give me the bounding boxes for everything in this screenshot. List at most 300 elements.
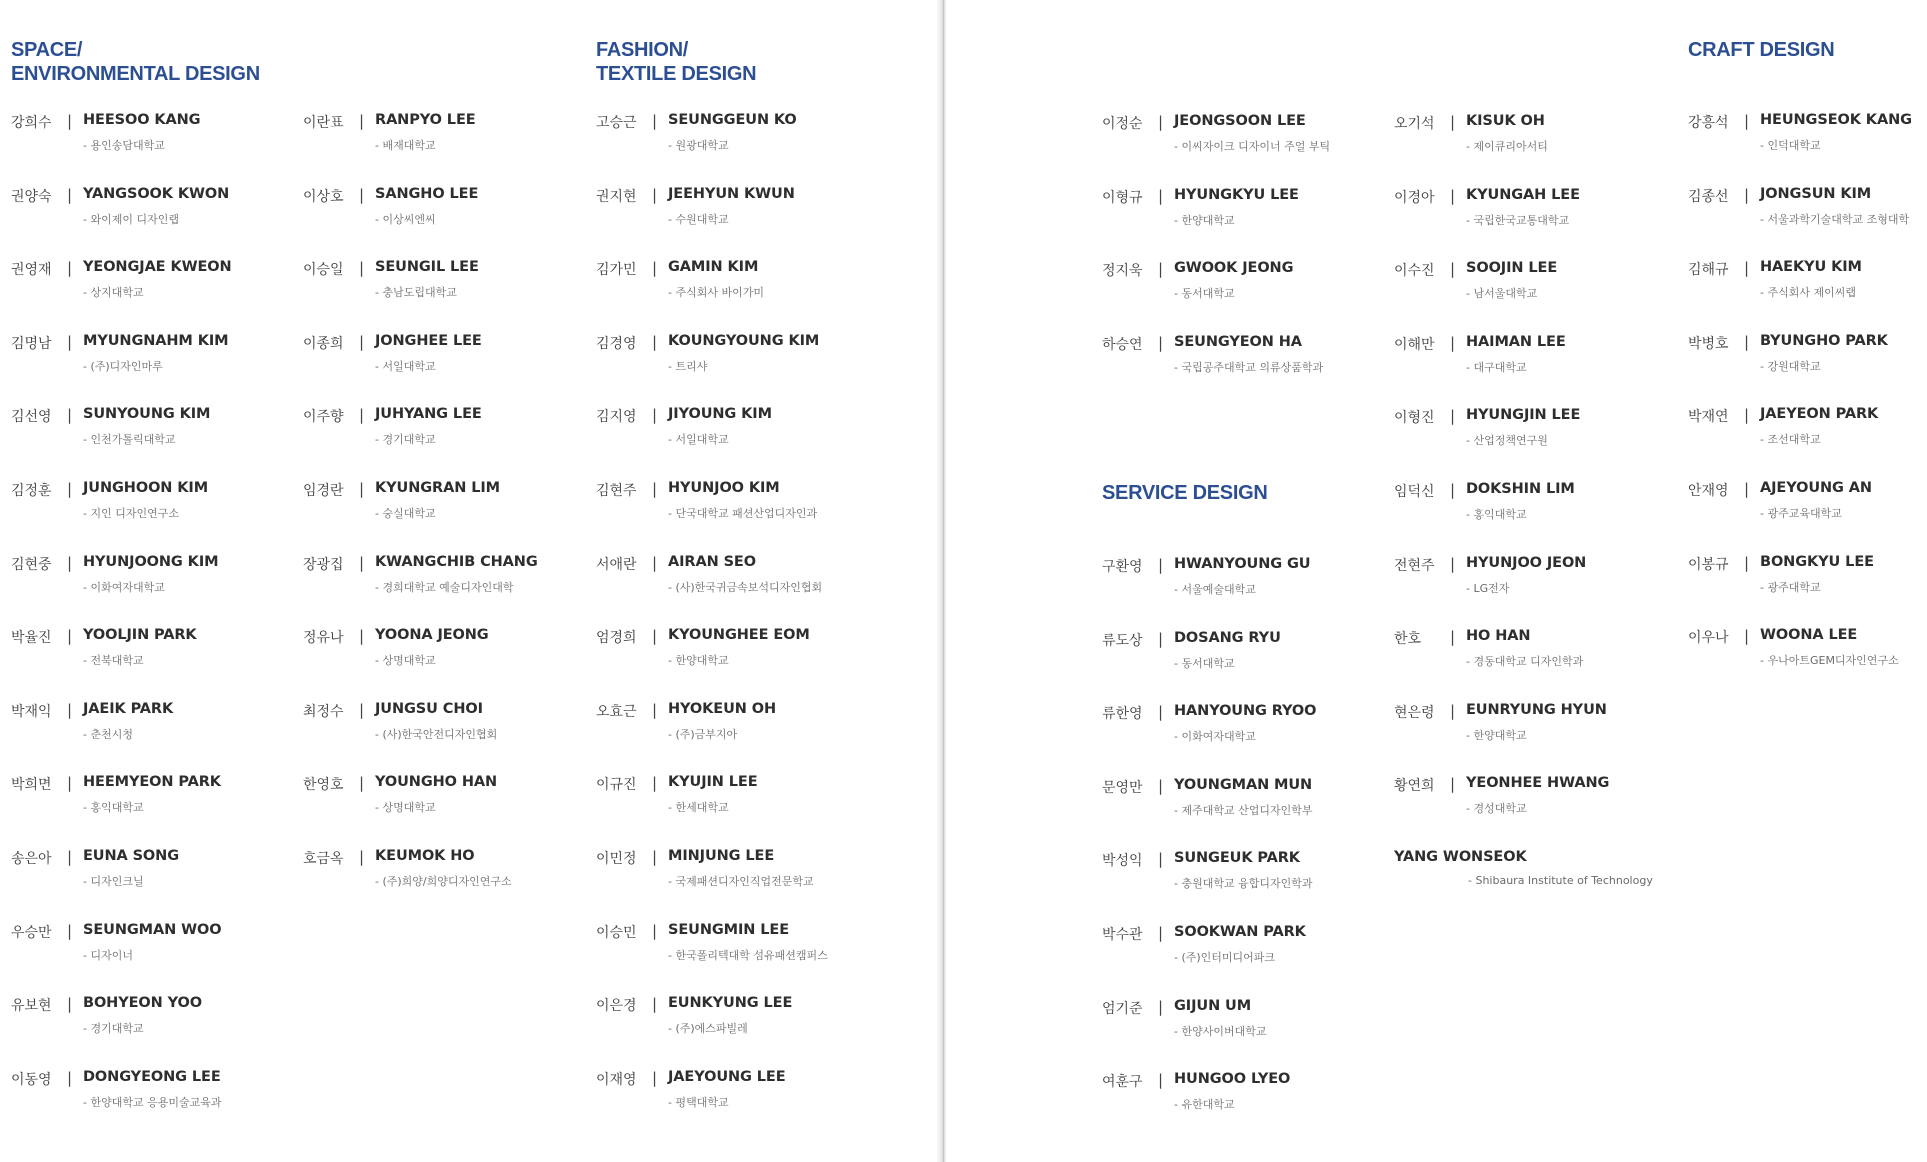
korean-name: 김경영 [596,335,637,352]
korean-name: 여훈구 [1102,1074,1143,1091]
name-entry [1394,113,1684,157]
separator-bar: | [652,480,658,498]
separator-bar: | [652,700,658,719]
korean-name: 이동영 [11,1071,52,1088]
name-entry [1688,554,1927,598]
affiliation: - 홍익대학교 [1466,508,1527,521]
english-name: JAEYEON PARK [1760,406,1879,423]
korean-name: 이재영 [596,1071,637,1088]
english-name: HAEKYU KIM [1760,259,1862,276]
name-entry [11,774,301,818]
english-name: KYUNGRAN LIM [375,480,500,496]
fashion-textile-design-heading: FASHION/ TEXTILE DESIGN [596,39,757,85]
name-entry [596,112,886,156]
korean-name: 황연희 [1394,778,1435,795]
affiliation: - 용인송담대학교 [83,139,165,152]
affiliation: - 상명대학교 [375,654,436,668]
affiliation: - 남서울대학교 [1466,287,1538,301]
affiliation: - 수원대학교 [668,212,729,226]
name-entry [1688,259,1927,303]
affiliation: - 대구대학교 [1466,360,1527,374]
affiliation: - 상명대학교 [375,801,436,815]
affiliation: - 디자이너 [83,948,133,962]
affiliation: - 단국대학교 패션산업디자인과 [668,507,818,520]
separator-bar: | [359,627,365,646]
korean-name: 권영재 [11,262,52,279]
korean-name: 이승민 [596,924,637,941]
name-entry [303,848,593,892]
separator-bar: | [652,848,658,866]
affiliation: - (사)한국안전디자인협회 [375,727,498,741]
affiliation: - 국제패션디자인직업전문학교 [668,875,814,888]
name-entry [1102,113,1392,157]
english-name: KISUK OH [1466,113,1545,129]
separator-bar: | [359,553,365,572]
korean-name: 안재영 [1688,483,1729,499]
english-name: GWOOK JEONG [1174,260,1294,277]
separator-bar: | [1744,406,1750,425]
separator-bar: | [359,700,365,719]
affiliation: - 한양대학교 [1466,728,1527,742]
affiliation: - 배재대학교 [375,139,436,152]
left-page [0,0,943,1162]
name-entry [1102,1071,1392,1115]
affiliation: - 광주교육대학교 [1760,507,1842,520]
korean-name: 강흥석 [1688,115,1729,131]
separator-bar: | [1158,556,1164,574]
korean-name: 하승연 [1102,336,1143,353]
korean-name: 구환영 [1102,559,1143,575]
english-name: YOOLJIN PARK [83,627,197,644]
separator-bar: | [652,332,658,351]
separator-bar: | [67,406,73,425]
korean-name: 우승만 [11,924,52,941]
name-entry [303,701,593,745]
english-name: JUNGHOON KIM [83,480,209,496]
separator-bar: | [67,995,73,1014]
separator-bar: | [1158,997,1164,1016]
separator-bar: | [359,406,365,425]
name-entry [11,995,301,1039]
separator-bar: | [652,112,658,130]
separator-bar: | [1744,185,1750,204]
korean-name: 이란표 [303,115,344,131]
affiliation: - (주)금부지아 [668,727,738,741]
name-entry [596,1069,886,1113]
korean-name: 이해만 [1394,336,1435,353]
affiliation: - 이씨자이크 디자이너 주얼 부틱 [1174,140,1331,153]
korean-name: 호금옥 [303,851,344,867]
separator-bar: | [67,332,73,351]
name-entry [1394,481,1684,525]
separator-bar: | [652,774,658,793]
affiliation: - 한양대학교 [668,654,729,668]
korean-name: 고승근 [596,115,637,131]
name-entry [596,406,886,450]
name-entry [303,554,593,598]
korean-name: 김가민 [596,262,637,279]
name-entry [1394,187,1684,231]
name-entry [596,333,886,377]
separator-bar: | [652,185,658,204]
affiliation: - 전북대학교 [83,654,144,668]
name-entry [1102,630,1392,674]
korean-name: 박성익 [1102,853,1143,870]
name-entry [11,406,301,450]
english-name: AIRAN SEO [668,553,756,570]
separator-bar: | [1450,407,1456,426]
affiliation: - 이화여자대학교 [1174,730,1256,744]
affiliation: - (주)인터미디어파크 [1174,951,1276,964]
affiliation: - (주)디자인마루 [83,359,163,373]
affiliation: - 강원대학교 [1760,359,1821,373]
english-name: KOUNGYOUNG KIM [668,332,820,349]
name-entry [596,627,886,671]
name-entry [1688,333,1927,377]
affiliation: - 인천가톨릭대학교 [83,433,176,447]
separator-bar: | [1450,701,1456,720]
english-name: JONGHEE LEE [375,332,482,349]
name-entry [596,995,886,1039]
separator-bar: | [67,700,73,719]
separator-bar: | [67,553,73,572]
korean-name: 류한영 [1102,706,1143,723]
affiliation: - 국립공주대학교 의류상품학과 [1174,360,1324,374]
english-name: HUNGOO LYEO [1174,1071,1291,1088]
separator-bar: | [1744,627,1750,646]
separator-bar: | [1450,186,1456,205]
english-name: JONGSUN KIM [1760,185,1872,202]
korean-name: 오효근 [596,703,637,720]
english-name: SEUNGMAN WOO [83,921,222,938]
affiliation: - 평택대학교 [668,1095,729,1109]
korean-name: 이우나 [1688,630,1729,647]
affiliation: - 동서대학교 [1174,287,1235,301]
affiliation: - 한국폴리텍대학 섬유패션캠퍼스 [668,948,828,962]
name-entry [1102,334,1392,378]
service-design-heading: SERVICE DESIGN [1102,482,1268,504]
english-name: JIYOUNG KIM [668,406,772,423]
separator-bar: | [1744,112,1750,130]
korean-name: 임덕신 [1394,484,1435,500]
affiliation: - 제주대학교 산업디자인학부 [1174,803,1313,817]
english-name: DOSANG RYU [1174,629,1281,646]
korean-name: 정유나 [303,630,344,647]
english-name: JEEHYUN KWUN [668,185,795,202]
name-entry [1102,556,1392,600]
korean-name: 한호 [1394,631,1422,648]
name-entry [11,112,301,156]
separator-bar: | [1450,333,1456,352]
separator-bar: | [1158,703,1164,722]
korean-name: 송은아 [11,851,52,867]
english-name: SEUNGGEUN KO [668,112,797,128]
name-entry [11,554,301,598]
english-name: MINJUNG LEE [668,848,775,864]
separator-bar: | [1158,629,1164,648]
separator-bar: | [652,1068,658,1087]
separator-bar: | [1158,333,1164,352]
korean-name: 김현중 [11,556,52,573]
affiliation: - 경기대학교 [375,433,436,447]
separator-bar: | [359,332,365,351]
separator-bar: | [1158,1071,1164,1090]
korean-name: 박희면 [11,777,52,794]
name-entry [1688,112,1927,156]
english-name: SOOJIN LEE [1466,260,1558,277]
korean-name: 이종희 [303,335,344,352]
korean-name: 김해규 [1688,262,1729,279]
name-entry [11,848,301,892]
affiliation: - (사)한국귀금속보석디자인협회 [668,580,823,594]
english-name: HO HAN [1466,628,1531,645]
separator-bar: | [359,480,365,498]
english-name: SUNYOUNG KIM [83,406,211,423]
separator-bar: | [1744,480,1750,498]
separator-bar: | [67,921,73,940]
english-name: YEONHEE HWANG [1466,775,1610,792]
affiliation: - 숭실대학교 [375,507,436,520]
affiliation: - 와이제이 디자인랩 [83,212,179,226]
affiliation: - 한양대학교 응용미술교육과 [83,1095,222,1109]
english-name: JEONGSOON LEE [1174,113,1306,129]
korean-name: 이승일 [303,262,344,279]
affiliation: - 충원대학교 융합디자인학과 [1174,877,1313,891]
korean-name: 현은령 [1394,704,1435,721]
korean-name: 이정순 [1102,116,1143,132]
affiliation: - (주)희양/희양디자인연구소 [375,875,512,888]
name-entry [1394,260,1684,304]
english-name: YEONGJAE KWEON [83,259,232,276]
affiliation: - 광주대학교 [1760,580,1821,594]
english-name: EUNRYUNG HYUN [1466,701,1607,718]
affiliation: - 원광대학교 [668,139,729,152]
korean-name: 한영호 [303,777,344,794]
name-entry [303,333,593,377]
name-entry [303,259,593,303]
separator-bar: | [67,112,73,130]
right-page [946,0,1927,1162]
english-name: DONGYEONG LEE [83,1068,221,1085]
name-entry [1688,406,1927,450]
english-name: GAMIN KIM [668,259,759,276]
korean-name: 오기석 [1394,116,1435,132]
affiliation: - 주식회사 제이씨랩 [1760,286,1856,300]
separator-bar: | [1450,260,1456,279]
affiliation: - 경성대학교 [1466,802,1527,816]
name-entry [1394,334,1684,378]
name-entry [1688,480,1927,524]
separator-bar: | [652,406,658,425]
korean-name: 이민정 [596,851,637,867]
affiliation: - 산업정책연구원 [1466,434,1548,448]
korean-name: 권양숙 [11,188,52,205]
separator-bar: | [652,995,658,1014]
affiliation: - 유한대학교 [1174,1098,1235,1112]
name-entry-yang-wonseok [1394,849,1754,893]
korean-name: 이주향 [303,409,344,426]
name-entry [596,186,886,230]
english-name: KYOUNGHEE EOM [668,627,810,644]
english-name: HAIMAN LEE [1466,333,1566,350]
korean-name: 이형규 [1102,189,1143,206]
korean-name: 이봉규 [1688,556,1729,573]
korean-name: 엄경희 [596,630,637,647]
separator-bar: | [67,259,73,278]
korean-name: 김명남 [11,335,52,352]
name-entry [11,1069,301,1113]
craft-design-heading: CRAFT DESIGN [1688,39,1835,61]
separator-bar: | [652,921,658,940]
separator-bar: | [1450,554,1456,573]
korean-name: 엄기준 [1102,1000,1143,1017]
korean-name: 최정수 [303,703,344,720]
korean-name: 정지욱 [1102,263,1143,280]
name-entry [11,480,301,524]
english-name: YOUNGMAN MUN [1174,776,1313,793]
name-entry [1102,777,1392,821]
korean-name: 김지영 [596,409,637,426]
affiliation: - LG전자 [1466,581,1510,595]
affiliation: - 서일대학교 [375,359,436,373]
affiliation: - 디자인크닐 [83,875,144,888]
separator-bar: | [359,185,365,204]
name-entry [303,627,593,671]
affiliation: - 국립한국교통대학교 [1466,213,1570,227]
affiliation: - 한양대학교 [1174,213,1235,227]
english-name: HYOKEUN OH [668,700,777,717]
english-name: SUNGEUK PARK [1174,850,1300,867]
separator-bar: | [1450,628,1456,647]
separator-bar: | [1158,924,1164,942]
affiliation: - 서울과학기술대학교 조형대학 [1760,212,1910,226]
separator-bar: | [67,774,73,793]
english-name: SANGHO LEE [375,185,479,202]
english-name: GIJUN UM [1174,997,1252,1014]
english-name: HYUNJOO KIM [668,480,780,496]
name-entry [1102,998,1392,1042]
separator-bar: | [652,259,658,278]
name-entry [11,259,301,303]
separator-bar: | [1450,113,1456,131]
affiliation: - 트리샤 [668,359,708,373]
separator-bar: | [1744,553,1750,572]
name-entry [596,922,886,966]
separator-bar: | [1450,775,1456,794]
english-name: HANYOUNG RYOO [1174,703,1317,720]
separator-bar: | [359,112,365,130]
name-entry [1102,260,1392,304]
korean-name: 전현주 [1394,557,1435,574]
separator-bar: | [359,259,365,278]
separator-bar: | [359,774,365,793]
affiliation: - 제이큐리아서티 [1466,140,1548,153]
separator-bar: | [1158,186,1164,205]
separator-bar: | [1158,113,1164,131]
english-name: HEESOO KANG [83,112,201,128]
english-name: HEEMYEON PARK [83,774,221,791]
affiliation: - 경기대학교 [83,1022,144,1036]
english-name: YOONA JEONG [375,627,489,644]
affiliation: - 경희대학교 예술디자인대학 [375,580,514,594]
name-entry [1102,703,1392,747]
korean-name: 서애란 [596,556,637,573]
korean-name: 유보현 [11,998,52,1015]
english-name: HYUNGKYU LEE [1174,186,1299,203]
separator-bar: | [359,848,365,866]
affiliation: - 경동대학교 디자인학과 [1466,655,1584,669]
english-name: HYUNJOO JEON [1466,554,1587,571]
english-name: JUNGSU CHOI [375,700,483,717]
korean-name: 권지현 [596,188,637,205]
name-entry [303,406,593,450]
affiliation: - 상지대학교 [83,286,144,300]
name-entry [1102,850,1392,894]
affiliation: - 인덕대학교 [1760,139,1821,152]
separator-bar: | [67,627,73,646]
korean-name: 이형진 [1394,410,1435,427]
english-name: EUNA SONG [83,848,179,864]
name-entry [1688,186,1927,230]
name-entry [1688,627,1927,671]
english-name: YANGSOOK KWON [83,185,230,202]
name-entry [303,480,593,524]
korean-name: 이규진 [596,777,637,794]
separator-bar: | [1158,260,1164,279]
name-entry [11,701,301,745]
separator-bar: | [652,627,658,646]
name-entry [303,774,593,818]
name-entry [303,112,593,156]
separator-bar: | [1744,259,1750,278]
affiliation: - (주)에스파빌레 [668,1022,748,1036]
space-environmental-design-heading: SPACE/ ENVIRONMENTAL DESIGN [11,39,260,85]
english-name: KEUMOK HO [375,848,475,864]
separator-bar: | [1158,850,1164,869]
name-entry [596,259,886,303]
separator-bar: | [1744,332,1750,351]
korean-name: 김종선 [1688,188,1729,205]
affiliation: - 한양사이버대학교 [1174,1024,1267,1038]
english-name: BOHYEON YOO [83,995,202,1012]
name-entry [596,848,886,892]
affiliation: - 서일대학교 [668,433,729,447]
name-entry [1394,775,1684,819]
affiliation: - 조선대학교 [1760,433,1821,447]
name-entry [1102,924,1392,968]
affiliation: - 한세대학교 [668,801,729,815]
separator-bar: | [67,185,73,204]
english-name: HEUNGSEOK KANG [1760,112,1912,128]
english-name: SEUNGYEON HA [1174,333,1302,350]
korean-name: 이상호 [303,188,344,205]
name-entry [303,186,593,230]
english-name: AJEYOUNG AN [1760,480,1872,496]
korean-name: 임경란 [303,483,344,499]
english-name: JUHYANG LEE [375,406,482,423]
english-name: KWANGCHIB CHANG [375,553,538,570]
separator-bar: | [652,553,658,572]
english-name: SEUNGMIN LEE [668,921,790,938]
korean-name: 이경아 [1394,189,1435,206]
english-name: SEUNGIL LEE [375,259,479,276]
name-entry [11,333,301,377]
affiliation: - 동서대학교 [1174,656,1235,670]
english-name: JAEYOUNG LEE [668,1068,786,1085]
korean-name: 이은경 [596,998,637,1015]
affiliation: - 이상씨엔씨 [375,212,436,226]
korean-name: 김정훈 [11,483,52,499]
